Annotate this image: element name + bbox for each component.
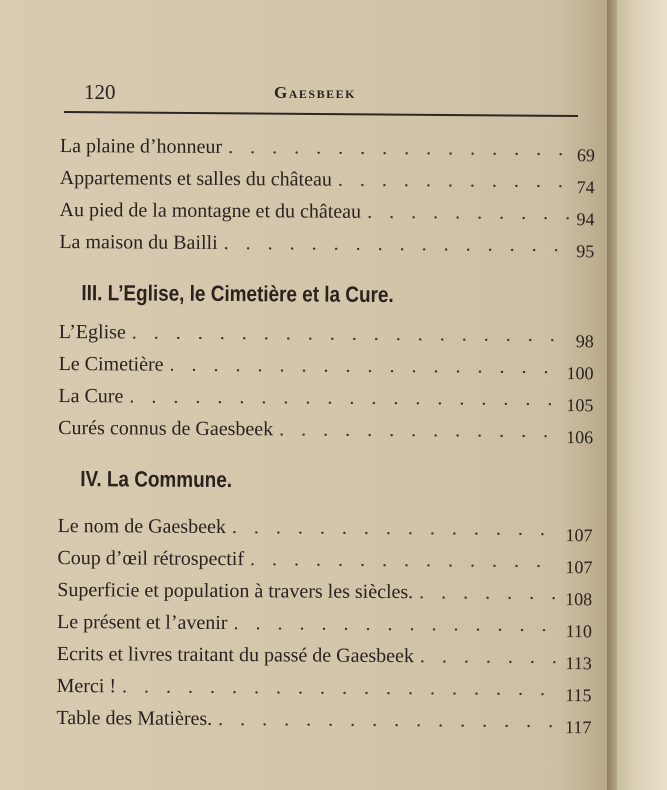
dot-leader bbox=[122, 676, 559, 699]
dot-leader bbox=[224, 233, 571, 255]
toc-entry bbox=[57, 548, 592, 583]
toc-entry-page: 115 bbox=[565, 685, 592, 706]
toc-entry-title: Le nom de Gaesbeek bbox=[57, 514, 226, 539]
running-head: Gaesbeek bbox=[274, 83, 356, 102]
toc-entry-title: Superficie et population à travers les siècles. bbox=[57, 578, 414, 604]
toc-entry-page: 110 bbox=[565, 621, 593, 642]
dot-leader bbox=[169, 355, 560, 377]
dot-leader bbox=[129, 386, 560, 409]
page-header bbox=[84, 80, 584, 110]
dot-leader bbox=[228, 137, 571, 159]
toc-entry bbox=[60, 136, 595, 171]
dot-leader bbox=[218, 709, 559, 731]
toc-entry-title: Au pied de la montagne et du château bbox=[59, 198, 362, 223]
dot-leader bbox=[232, 517, 560, 539]
toc-entry-page: 100 bbox=[566, 363, 594, 384]
toc-entry-title: Le Cimetière bbox=[58, 352, 164, 376]
dot-leader bbox=[233, 613, 559, 635]
toc-entry-title: Appartements et salles du château bbox=[59, 166, 332, 191]
toc-entry bbox=[56, 708, 591, 743]
toc-entry-title: Curés connus de Gaesbeek bbox=[58, 416, 274, 441]
toc-entry-page: 98 bbox=[575, 331, 594, 352]
toc-entry-page: 94 bbox=[576, 209, 595, 230]
toc-entry bbox=[57, 644, 592, 679]
toc-entry-page: 105 bbox=[566, 395, 594, 416]
toc-entry bbox=[58, 354, 593, 389]
toc-entry-title: Coup d’œil rétrospectif bbox=[57, 546, 245, 571]
toc-entry-page: 117 bbox=[564, 717, 592, 738]
toc-entry bbox=[57, 580, 592, 615]
dot-leader bbox=[367, 202, 571, 223]
dot-leader bbox=[420, 646, 560, 667]
toc-entry-title: Le présent et l’avenir bbox=[56, 610, 228, 635]
book-spine bbox=[607, 0, 617, 790]
toc-entry bbox=[59, 200, 594, 235]
toc-entry bbox=[57, 516, 592, 551]
toc-entry-title: Merci ! bbox=[56, 674, 117, 698]
dot-leader bbox=[279, 419, 560, 441]
toc-entry-page: 113 bbox=[565, 653, 592, 674]
toc-entry-title: La Cure bbox=[58, 384, 124, 408]
toc-entry bbox=[59, 322, 594, 357]
toc-entry-page: 108 bbox=[565, 589, 593, 610]
dot-leader bbox=[338, 170, 571, 191]
section-heading: III. L’Eglise, le Cimetière et la Cure. bbox=[81, 280, 394, 308]
toc-entry-title: Table des Matières. bbox=[56, 706, 213, 730]
toc-entry-title: L’Eglise bbox=[58, 320, 126, 344]
toc-entry bbox=[57, 676, 592, 711]
dot-leader bbox=[250, 549, 559, 571]
toc-entry bbox=[59, 232, 594, 267]
section-heading: IV. La Commune. bbox=[80, 466, 233, 493]
toc-entry-page: 95 bbox=[576, 241, 595, 262]
page-number: 120 bbox=[84, 80, 116, 104]
dot-leader bbox=[132, 322, 570, 345]
dot-leader bbox=[419, 582, 559, 603]
table-of-contents bbox=[56, 136, 595, 743]
toc-entry bbox=[58, 418, 593, 453]
toc-entry-page: 107 bbox=[565, 525, 593, 546]
toc-entry-page: 69 bbox=[576, 145, 595, 166]
toc-entry-page: 74 bbox=[576, 177, 595, 198]
toc-entry-page: 107 bbox=[565, 557, 593, 578]
toc-entry bbox=[58, 386, 593, 421]
toc-entry bbox=[60, 168, 595, 203]
toc-entry-title: Ecrits et livres traitant du passé de Gaesbeek bbox=[56, 642, 414, 668]
toc-entry-page: 106 bbox=[566, 427, 594, 448]
toc-entry-title: La maison du Bailli bbox=[59, 230, 218, 254]
next-page-edge bbox=[617, 0, 667, 790]
toc-entry-title: La plaine d’honneur bbox=[59, 135, 223, 158]
toc-entry bbox=[57, 612, 592, 647]
